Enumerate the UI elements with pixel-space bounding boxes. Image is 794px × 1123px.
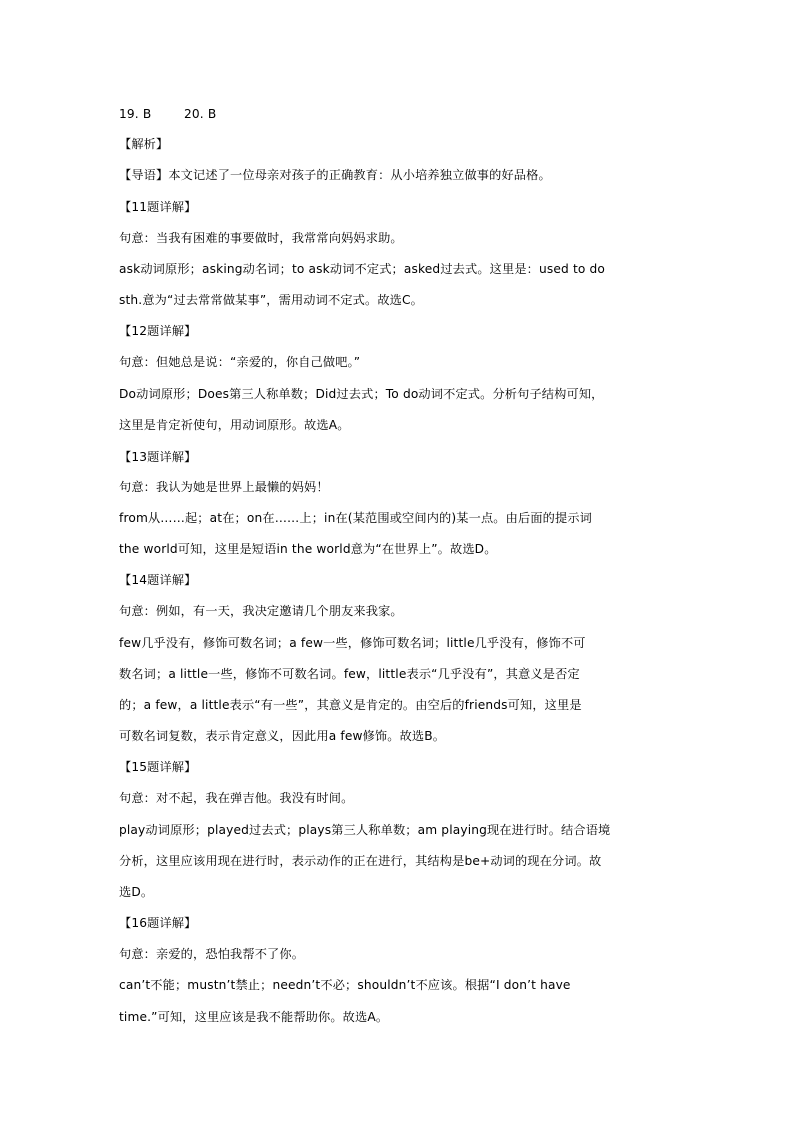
section-heading: 【16题详解】 — [119, 916, 197, 930]
answers-line — [119, 106, 675, 122]
explanation-line: from从……起；at在；on在……上；in在(某范围或空间内的)某一点。由后面的提示词 — [119, 511, 593, 525]
section-heading: 【13题详解】 — [119, 450, 197, 464]
explanation-line: 数名词；a little一些，修饰不可数名词。few，little表示“几乎没有”，其意义是否定 — [119, 667, 580, 681]
explanation-line: 可数名词复数，表示肯定意义，因此用a few修饰。故选B。 — [119, 729, 446, 743]
explanation-line: 这里是肯定祈使句，用动词原形。故选A。 — [119, 418, 350, 432]
answer-19: 19. B — [119, 107, 152, 121]
explanation-line: 的；a few，a little表示“有一些”，其意义是肯定的。由空后的friends可知，这里是 — [119, 698, 582, 712]
sentence-meaning: 句意：但她总是说：“亲爱的，你自己做吧。” — [119, 355, 361, 369]
explanation-line: play动词原形；played过去式；plays第三人称单数；am playing现在进行时。结合语境 — [119, 823, 611, 837]
section-heading: 【14题详解】 — [119, 573, 197, 587]
guide-text: 【导语】本文记述了一位母亲对孩子的正确教育：从小培养独立做事的好品格。 — [119, 168, 551, 182]
sentence-meaning: 句意：对不起，我在弹吉他。我没有时间。 — [119, 791, 354, 805]
explanation-line: time.”可知，这里应该是我不能帮助你。故选A。 — [119, 1010, 389, 1024]
explanation-line: 选D。 — [119, 885, 154, 899]
sentence-meaning: 句意：例如，有一天，我决定邀请几个朋友来我家。 — [119, 604, 403, 618]
section-heading: 【15题详解】 — [119, 760, 197, 774]
section-heading: 【12题详解】 — [119, 324, 197, 338]
sentence-meaning: 句意：当我有困难的事要做时，我常常向妈妈求助。 — [119, 231, 403, 245]
section-heading: 【11题详解】 — [119, 200, 197, 214]
explanation-line: can’t不能；mustn’t禁止；needn’t不必；shouldn’t不应该。根据“I don’t have — [119, 978, 571, 992]
explanation-line: 分析，这里应该用现在进行时，表示动作的正在进行，其结构是be+动词的现在分词。故 — [119, 854, 602, 868]
explanation-line: sth.意为“过去常常做某事”，需用动词不定式。故选C。 — [119, 293, 424, 307]
explanation-line: few几乎没有，修饰可数名词；a few一些，修饰可数名词；little几乎没有，修饰不可 — [119, 636, 586, 650]
explanation-line: Do动词原形；Does第三人称单数；Did过去式；To do动词不定式。分析句子结构可知， — [119, 387, 604, 401]
explanation-line: ask动词原形；asking动名词；to ask动词不定式；asked过去式。这里是：used to do — [119, 262, 606, 276]
answer-20: 20. B — [184, 107, 217, 121]
explanation-line: the world可知，这里是短语in the world意为“在世界上”。故选D。 — [119, 542, 497, 556]
sentence-meaning: 句意：亲爱的，恐怕我帮不了你。 — [119, 947, 305, 961]
analysis-label: 【解析】 — [119, 137, 169, 151]
sentence-meaning: 句意：我认为她是世界上最懒的妈妈！ — [119, 480, 329, 494]
